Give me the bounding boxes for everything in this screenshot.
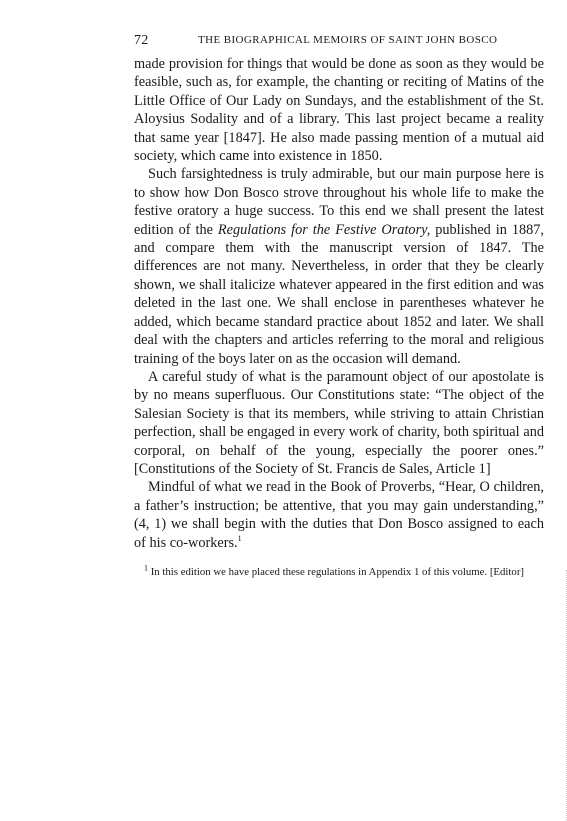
- book-page: [134, 33, 544, 580]
- paragraph-2: [134, 165, 544, 367]
- footnote: [134, 565, 544, 580]
- footnote-marker: 1: [144, 563, 148, 573]
- page-number: 72: [134, 33, 149, 48]
- footnote-text: In this edition we have placed these regulations in Appendix 1 of this volume. [Editor]: [148, 565, 525, 578]
- paragraph-4: [134, 478, 544, 552]
- body-text: [134, 55, 544, 552]
- running-title: THE BIOGRAPHICAL MEMOIRS OF SAINT JOHN BOSCO: [198, 34, 498, 46]
- paragraph-1: made provision for things that would be done as soon as they would be feasible, such as, for example, the chanting or reciting of Matins of the Little Office of Our Lady on Sundays, and the establishment of the St. Aloysius Sodality and of a library. This last project became a reality that same year [1847]. He also made passing mention of a mutual aid society, which came into existence in 1850.: [134, 56, 544, 165]
- paragraph-3: A careful study of what is the paramount object of our apostolate is by no means superfluous. Our Constitutions state: “The object of the Salesian Society is that its members, while striving to attain Christian perfection, shall be engaged in every work of charity, both spiritual and corporal, on behalf of the young, especially the poorer ones.” [Constitutions of the Society of St. Francis de Sales, Article 1]: [134, 368, 544, 477]
- regulations-title: Regulations for the Festive Oratory,: [217, 221, 431, 238]
- running-head: [134, 33, 544, 51]
- paragraph-2-text-after: published in 1887, and compare them with the manuscript version of 1847. The differences are not many. Nevertheless, in order that they be clearly shown, we shall italicize whatever appeared in the first edition and was deleted in the last one. We shall enclose in parentheses whatever he added, which became standard practice about 1852 and later. We shall deal with the chapters and articles referring to the moral and religious training of the boys later on as the occasion will demand.: [134, 221, 544, 367]
- paragraph-4-text: Mindful of what we read in the Book of Proverbs, “Hear, O children, a father’s instruction; be attentive, that you may gain understanding,” (4, 1) we shall begin with the duties that Don Bosco assigned to each of his co-workers.: [134, 479, 544, 551]
- footnote-reference: 1: [237, 533, 242, 543]
- paragraph-2-text-before: Such farsightedness is truly admirable, but our main purpose here is to show how Don Bosco strove throughout his whole life to make the festive oratory a huge success. To this end we shall present the latest edition of the: [134, 166, 544, 238]
